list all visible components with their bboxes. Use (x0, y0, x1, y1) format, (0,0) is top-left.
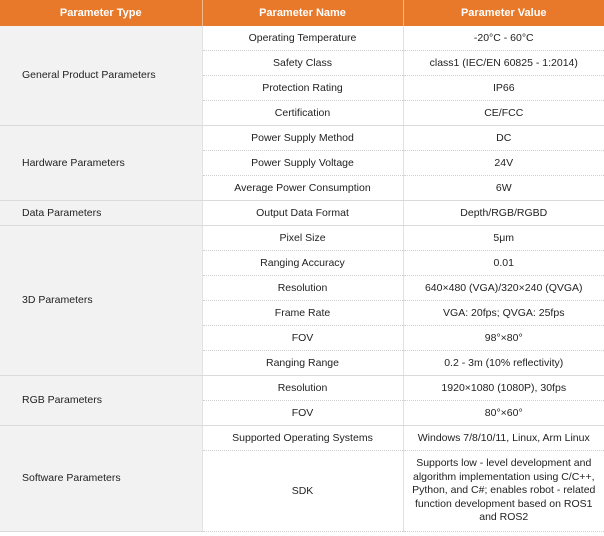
param-value: 80°×60° (403, 401, 604, 426)
param-name: Protection Rating (202, 76, 403, 101)
param-name: Pixel Size (202, 226, 403, 251)
param-value: Depth/RGB/RGBD (403, 201, 604, 226)
table-row (0, 201, 604, 226)
group-data: Data Parameters (0, 201, 202, 226)
param-value: 24V (403, 151, 604, 176)
param-value: CE/FCC (403, 101, 604, 126)
param-name: Certification (202, 101, 403, 126)
param-name: Power Supply Voltage (202, 151, 403, 176)
param-name: Resolution (202, 376, 403, 401)
param-name: FOV (202, 401, 403, 426)
param-name: Resolution (202, 276, 403, 301)
param-value: 640×480 (VGA)/320×240 (QVGA) (403, 276, 604, 301)
param-value: Supports low - level development and algorithm implementation using C/C++, Python, and C#; enables robot - related function development based on ROS1 and ROS2 (403, 451, 604, 532)
param-value: VGA: 20fps; QVGA: 25fps (403, 301, 604, 326)
param-name: Supported Operating Systems (202, 426, 403, 451)
param-name: SDK (202, 451, 403, 532)
table-row (0, 426, 604, 451)
param-name: Ranging Accuracy (202, 251, 403, 276)
param-value: DC (403, 126, 604, 151)
param-value: 6W (403, 176, 604, 201)
table-header-row (0, 0, 604, 26)
param-value: class1 (IEC/EN 60825 - 1:2014) (403, 51, 604, 76)
param-value: Windows 7/8/10/11, Linux, Arm Linux (403, 426, 604, 451)
table-row (0, 376, 604, 401)
param-value: 1920×1080 (1080P), 30fps (403, 376, 604, 401)
param-value: -20°C - 60°C (403, 26, 604, 51)
param-name: FOV (202, 326, 403, 351)
param-name: Frame Rate (202, 301, 403, 326)
param-value: 5μm (403, 226, 604, 251)
table-row (0, 226, 604, 251)
param-name: Output Data Format (202, 201, 403, 226)
table-row (0, 26, 604, 51)
param-value: 0.2 - 3m (10% reflectivity) (403, 351, 604, 376)
group-3d: 3D Parameters (0, 226, 202, 376)
table-row (0, 126, 604, 151)
param-name: Ranging Range (202, 351, 403, 376)
group-rgb: RGB Parameters (0, 376, 202, 426)
group-software: Software Parameters (0, 426, 202, 532)
param-value: 98°×80° (403, 326, 604, 351)
param-name: Safety Class (202, 51, 403, 76)
param-name: Power Supply Method (202, 126, 403, 151)
header-parameter-value: Parameter Value (403, 0, 604, 26)
header-parameter-type: Parameter Type (0, 0, 202, 26)
param-value: 0.01 (403, 251, 604, 276)
param-value: IP66 (403, 76, 604, 101)
param-name: Average Power Consumption (202, 176, 403, 201)
group-general-product: General Product Parameters (0, 26, 202, 126)
group-hardware: Hardware Parameters (0, 126, 202, 201)
param-name: Operating Temperature (202, 26, 403, 51)
header-parameter-name: Parameter Name (202, 0, 403, 26)
